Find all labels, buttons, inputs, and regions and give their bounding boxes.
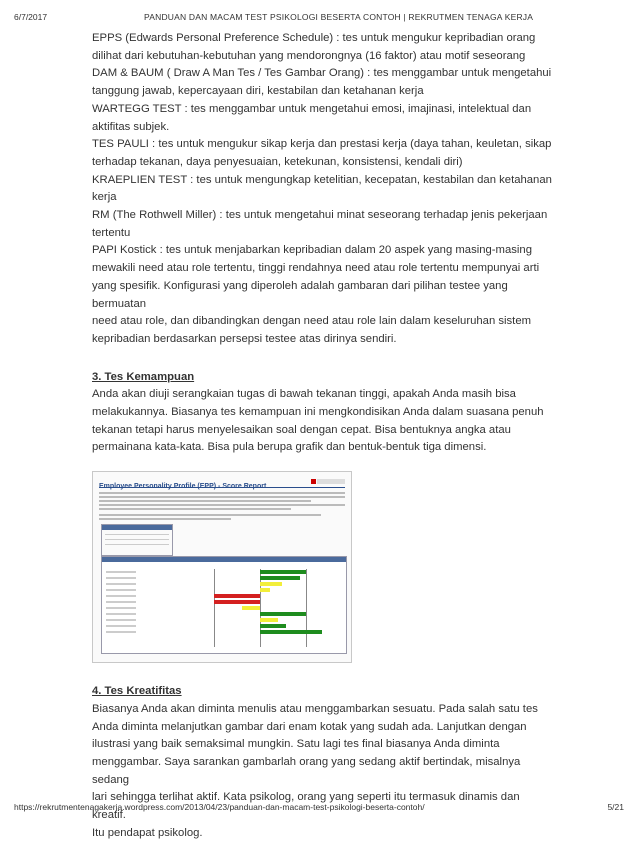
- text-line: yang spesifik. Konfigurasi yang diperoleh adalah gambaran dari pilihan testee yang bermuatan: [92, 279, 508, 310]
- figure-text-line: [99, 496, 345, 497]
- figure-text-line: [99, 518, 231, 519]
- text-line: KRAEPLIEN TEST : tes untuk mengungkap ketelitian, kecepatan, kestabilan dan ketahanan: [92, 173, 552, 186]
- text-line: permainana kata-kata. Bisa pula berupa grafik dan bentuk-bentuk tiga dimensi.: [92, 441, 487, 454]
- text-line: Itu pendapat psikolog.: [92, 826, 203, 839]
- page-number: 5/21: [607, 802, 624, 812]
- text-line: WARTEGG TEST : tes menggambar untuk mengetahui emosi, imajinasi, intelektual dan: [92, 102, 532, 115]
- text-line: kepribadian berdasarkan persepsi testee atas dirinya sendiri.: [92, 332, 397, 345]
- results-details-box: [101, 556, 347, 654]
- figure-text-line: [99, 508, 291, 509]
- text-line: terhadap tekanan, daya penyesuaian, ketekunan, konsistensi, kendali diri): [92, 155, 463, 168]
- figure-text-line: [99, 492, 345, 493]
- text-line: PAPI Kostick : tes untuk menjabarkan kepribadian dalam 20 aspek yang masing-masing: [92, 244, 532, 257]
- score-bar: [214, 600, 260, 604]
- result-row-label: [106, 607, 136, 609]
- text-line: melakukannya. Biasanya tes kemampuan ini mengkondisikan Anda dalam suasana penuh: [92, 406, 544, 419]
- axis-line: [260, 569, 261, 647]
- section-kreatifitas-text: [92, 701, 552, 843]
- score-bar: [260, 570, 306, 574]
- text-line: TES PAULI : tes untuk mengukur sikap kerja dan prestasi kerja (daya tahan, keuletan, sikap: [92, 138, 552, 151]
- text-line: need atau role, dan dibandingkan dengan need atau role lain dalam keseluruhan sistem: [92, 315, 532, 328]
- candidate-information-box: [101, 524, 173, 556]
- figure-text-line: [99, 514, 321, 515]
- text-line: tertentu: [92, 226, 131, 239]
- text-line: ilustrasi yang baik semaksimal mungkin. Satu lagi tes final biasanya Anda diminta: [92, 738, 500, 751]
- text-line: mewakili need atau role tertentu, tinggi rendahnya need atau role tertentu mempunyai arti: [92, 262, 540, 275]
- text-line: lari sehingga terlihat aktif. Kata psikolog, orang yang seperti itu termasuk dinamis dan kreatif.: [92, 791, 520, 822]
- score-bar: [260, 582, 282, 586]
- footer-url[interactable]: https://rekrutmentenagakerja.wordpress.com/2013/04/23/panduan-dan-macam-test-psikologi-beserta-contoh/: [14, 802, 425, 812]
- result-row-label: [106, 613, 136, 615]
- logo-icon: [317, 479, 345, 484]
- text-line: dilihat dari kebutuhan-kebutuhan yang mendorongnya (16 faktor) atau motif seseorang: [92, 49, 526, 62]
- text-line: kerja: [92, 191, 117, 204]
- score-bar: [260, 630, 322, 634]
- text-line: EPPS (Edwards Personal Preference Schedule) : tes untuk mengukur kepribadian orang: [92, 32, 536, 44]
- text-line: Anda akan diuji serangkaian tugas di bawah tekanan tinggi, apakah Anda masih bisa: [92, 388, 516, 401]
- text-line: aktifitas subjek.: [92, 120, 170, 133]
- epp-score-report-image: [92, 471, 352, 663]
- test-list: [92, 30, 552, 349]
- score-bar: [260, 612, 306, 616]
- text-line: RM (The Rothwell Miller) : tes untuk mengetahui minat seseorang terhadap jenis pekerjaan: [92, 209, 548, 222]
- score-bar: [214, 594, 260, 598]
- article-body: [92, 30, 552, 843]
- result-row-label: [106, 625, 136, 627]
- axis-line: [306, 569, 307, 647]
- text-line: Anda diminta melanjutkan gambar dari enam kotak yang sudah ada. Lanjutkan dengan: [92, 720, 527, 733]
- score-bar: [260, 576, 300, 580]
- page-header-title: PANDUAN DAN MACAM TEST PSIKOLOGI BESERTA CONTOH | REKRUTMEN TENAGA KERJA: [144, 12, 534, 22]
- figure-text-line: [99, 500, 311, 501]
- section-heading-kreatifitas: 4. Tes Kreatifitas: [92, 685, 182, 698]
- result-row-label: [106, 619, 136, 621]
- divider: [99, 487, 345, 488]
- axis-line: [214, 569, 215, 647]
- text-line: DAM & BAUM ( Draw A Man Tes / Tes Gambar Orang) : tes menggambar untuk mengetahui: [92, 67, 552, 80]
- text-line: Biasanya Anda akan diminta menulis atau menggambarkan sesuatu. Pada salah satu tes: [92, 702, 538, 715]
- result-row-label: [106, 631, 136, 633]
- text-line: tekanan tetapi harus menyelesaikan soal dengan cepat. Bisa bentuknya angka atau: [92, 423, 511, 436]
- result-row-label: [106, 577, 136, 579]
- section-kemampuan-text: [92, 386, 552, 457]
- result-row-label: [106, 583, 136, 585]
- result-row-label: [106, 595, 136, 597]
- figure-text-line: [99, 504, 345, 505]
- result-row-label: [106, 601, 136, 603]
- result-row-label: [106, 571, 136, 573]
- score-bar: [242, 606, 260, 610]
- print-date: 6/7/2017: [14, 12, 48, 22]
- result-row-label: [106, 589, 136, 591]
- score-bar: [260, 588, 270, 592]
- score-bar: [260, 624, 286, 628]
- text-line: menggambar. Saya sarankan gambarlah orang yang sedang aktif bertindak, misalnya sedang: [92, 755, 521, 786]
- text-line: tanggung jawab, kepercayaan diri, kestabilan dan ketahanan kerja: [92, 85, 424, 98]
- score-bar: [260, 618, 278, 622]
- section-heading-kemampuan: 3. Tes Kemampuan: [92, 370, 195, 383]
